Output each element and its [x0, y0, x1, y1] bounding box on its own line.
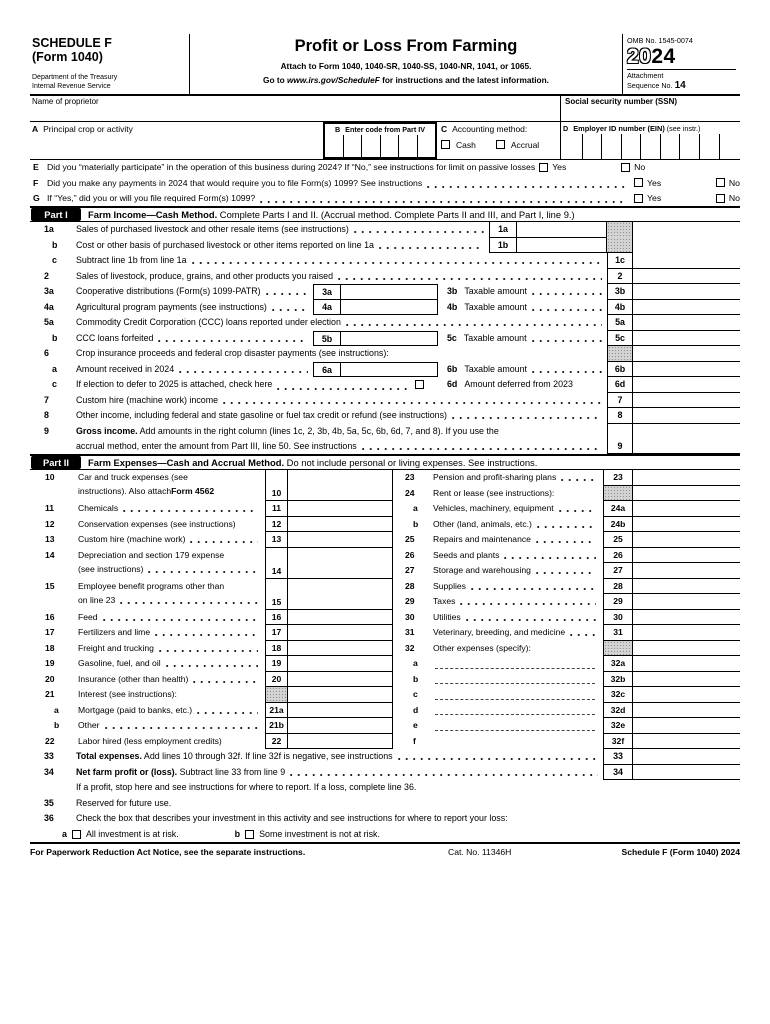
amount-21b[interactable]: [288, 718, 393, 734]
amount-6-area: [633, 346, 740, 362]
line-6: 6 Crop insurance proceeds and federal crop disaster payments (see instructions):: [30, 346, 740, 362]
proprietor-name-field[interactable]: Name of proprietor: [32, 96, 99, 106]
some-investment-not-at-risk-checkbox[interactable]: [245, 830, 254, 839]
dot-leader: [193, 680, 258, 684]
form-number: (Form 1040): [32, 50, 103, 65]
amount-16[interactable]: [288, 610, 393, 626]
schedule-name: SCHEDULE F: [32, 36, 112, 50]
attach-instruction: Attach to Form 1040, 1040-SR, 1040-SS, 1040-NR, 1041, or 1065.: [280, 61, 532, 71]
amount-27[interactable]: [633, 563, 740, 579]
amount-7[interactable]: [633, 393, 740, 409]
line-19: 19 Gasoline, fuel, and oil 19: [30, 656, 393, 672]
line-28: 28 Supplies 28: [393, 579, 740, 595]
other-expense-writein-d[interactable]: [435, 714, 595, 715]
dot-leader: [346, 323, 602, 327]
question-e-no-checkbox[interactable]: [621, 163, 630, 172]
dot-leader: [158, 339, 308, 343]
dot-leader: [223, 401, 602, 405]
dot-leader: [354, 230, 484, 234]
paperwork-notice: For Paperwork Reduction Act Notice, see the separate instructions.: [30, 847, 306, 858]
line-21a: a Mortgage (paid to banks, etc.) 21a: [30, 703, 393, 719]
amount-15[interactable]: [288, 579, 393, 610]
entry-4a[interactable]: [341, 300, 438, 315]
dot-leader: [192, 261, 602, 265]
dot-leader: [559, 509, 596, 513]
question-f-yes-checkbox[interactable]: [634, 178, 643, 187]
amount-29[interactable]: [633, 594, 740, 610]
line-22: 22 Labor hired (less employment credits) 22: [30, 734, 393, 750]
code-cells: [325, 135, 435, 157]
line-26: 26 Seeds and plants 26: [393, 548, 740, 564]
amount-34[interactable]: [633, 765, 740, 781]
code-cell[interactable]: [380, 135, 399, 157]
dot-leader: [561, 478, 596, 482]
form-header-left: [30, 34, 190, 94]
line-32a: a 32a: [393, 656, 740, 672]
amount-32e[interactable]: [633, 718, 740, 734]
ein-cell[interactable]: [679, 134, 699, 159]
line-32: 32 Other expenses (specify):: [393, 641, 740, 657]
ein-cell[interactable]: [660, 134, 680, 159]
dot-leader: [272, 308, 308, 312]
dot-leader: [504, 556, 596, 560]
omb-number: OMB No. 1545-0074: [627, 36, 693, 45]
dot-leader: [532, 292, 602, 296]
line-35: 35 Reserved for future use.: [44, 797, 172, 808]
form-footer: [30, 844, 740, 858]
dot-leader: [532, 308, 602, 312]
code-cell[interactable]: [361, 135, 380, 157]
header-fields-row: [30, 122, 740, 160]
line-1a: 1a Sales of purchased livestock and other resale items (see instructions) 1a: [30, 222, 740, 238]
amount-8[interactable]: [633, 408, 740, 424]
line-9-text: 9 Gross income. Add amounts in the right column (lines 1c, 2, 3b, 4b, 5a, 5c, 6b, 6d, 7, and 8). If you use the: [30, 424, 740, 440]
amount-17[interactable]: [288, 625, 393, 641]
entry-1b[interactable]: [517, 238, 607, 253]
entry-1a[interactable]: [517, 222, 607, 237]
line-3a: 3a Cooperative distributions (Form(s) 1099-PATR) 3a 3b Taxable amount 3b: [30, 284, 740, 300]
amount-31[interactable]: [633, 625, 740, 641]
form-header: [30, 34, 740, 96]
accrual-label: Accrual: [510, 139, 540, 150]
dot-leader: [123, 509, 258, 513]
line-6a: a Amount received in 2024 6a 6b Taxable amount 6b: [30, 362, 740, 378]
ein-cells: [563, 134, 738, 159]
amount-21a[interactable]: [288, 703, 393, 719]
amount-32c[interactable]: [633, 687, 740, 703]
amount-9[interactable]: [633, 439, 740, 454]
line-32f: f 32f: [393, 734, 740, 750]
dot-leader: [105, 726, 259, 730]
line-21: 21 Interest (see instructions):: [30, 687, 393, 703]
dot-leader: [190, 540, 258, 544]
tax-year: 2024: [627, 45, 676, 68]
shaded-cell: [265, 687, 288, 703]
amount-9-upper: [633, 424, 740, 440]
part2-right-column: [393, 470, 740, 749]
code-9-upper: [607, 424, 633, 440]
totals-section: [30, 749, 740, 844]
other-expense-writein-e[interactable]: [435, 730, 595, 731]
amount-1c[interactable]: [633, 253, 740, 269]
line-15: 15 Employee benefit programs other than on line 23 15: [30, 579, 393, 610]
ein-cell[interactable]: [601, 134, 621, 159]
question-e: E Did you “materially participate” in the operation of this business during 2024? If “No,” see instructions for limit on passive losses Yes No: [33, 162, 646, 173]
line-24: 24 Rent or lease (see instructions):: [393, 486, 740, 502]
line-21b: b Other 21b: [30, 718, 393, 734]
line-14: 14 Depreciation and section 179 expense (see instructions) 14: [30, 548, 393, 579]
dot-leader: [103, 618, 258, 622]
amount-2[interactable]: [633, 269, 740, 285]
line-2: 2 Sales of livestock, produce, grains, and other products you raised 2: [30, 269, 740, 285]
dot-leader: [427, 185, 625, 189]
dot-leader: [537, 525, 596, 529]
line-34: 34 Net farm profit or (loss). Subtract line 33 from line 9 34: [30, 765, 740, 781]
line-27: 27 Storage and warehousing 27: [393, 563, 740, 579]
entry-6a[interactable]: [341, 363, 438, 377]
dot-leader: [536, 540, 596, 544]
code-cell[interactable]: [343, 135, 362, 157]
dot-leader: [362, 447, 602, 451]
amount-28[interactable]: [633, 579, 740, 595]
line-36-checkboxes: a All investment is at risk. b Some investment is not at risk.: [62, 829, 380, 840]
dot-leader: [159, 649, 258, 653]
dot-leader: [471, 587, 596, 591]
dot-leader: [570, 633, 596, 637]
amount-24-area: [633, 486, 740, 502]
amount-33[interactable]: [633, 749, 740, 765]
amount-32d[interactable]: [633, 703, 740, 719]
dot-leader: [338, 277, 602, 281]
shaded-cell: [607, 238, 633, 254]
line-1b: b Cost or other basis of purchased livestock or other items reported on line 1a 1b: [30, 238, 740, 254]
line-32d: d 32d: [393, 703, 740, 719]
code-cell[interactable]: [398, 135, 417, 157]
amount-24a[interactable]: [633, 501, 740, 517]
amount-14[interactable]: [288, 548, 393, 579]
code-cell[interactable]: [417, 135, 436, 157]
ein-cell[interactable]: [699, 134, 719, 159]
ssn-field[interactable]: Social security number (SSN): [560, 96, 740, 121]
dot-leader: [532, 370, 602, 374]
part1-header: Part I Farm Income—Cash Method. Complete Parts I and II. (Accrual method. Complete Parts II and III, and Part I, line 9.): [30, 206, 740, 222]
line-12: 12 Conservation expenses (see instructions) 12: [30, 517, 393, 533]
line-23: 23 Pension and profit-sharing plans 23: [393, 470, 740, 486]
question-e-yes-checkbox[interactable]: [539, 163, 548, 172]
line-7: 7 Custom hire (machine work) income 7: [30, 393, 740, 409]
dot-leader: [466, 618, 596, 622]
line-1c: c Subtract line 1b from line 1a 1c: [30, 253, 740, 269]
amount-32b[interactable]: [633, 672, 740, 688]
amount-5a[interactable]: [633, 315, 740, 331]
question-f: F Did you make any payments in 2024 that would require you to file Form(s) 1099? See instructions Yes No: [33, 177, 740, 188]
part1-body: [30, 222, 740, 454]
shaded-cell: [607, 222, 633, 238]
line-17: 17 Fertilizers and lime 17: [30, 625, 393, 641]
dot-leader: [460, 602, 596, 606]
ein-cell[interactable]: [640, 134, 660, 159]
amount-20[interactable]: [288, 672, 393, 688]
line-36: 36 Check the box that describes your investment in this activity and see instructions for where to report your loss:: [44, 813, 508, 824]
attachment-sequence: Attachment Sequence No. 14: [627, 69, 736, 93]
line-16: 16 Feed 16: [30, 610, 393, 626]
dot-leader: [290, 773, 598, 777]
defer-election-checkbox[interactable]: [415, 380, 424, 389]
part-iv-code-box: B Enter code from Part IV: [323, 122, 437, 159]
ein-cell[interactable]: [719, 134, 739, 159]
entry-3a[interactable]: [341, 285, 438, 299]
entry-5b[interactable]: [341, 332, 438, 346]
part2-label: Part II: [31, 456, 81, 469]
shaded-cell: [603, 486, 633, 502]
amount-23[interactable]: [633, 470, 740, 486]
amount-32-area: [633, 641, 740, 657]
shaded-cell: [607, 346, 633, 362]
line-18: 18 Freight and trucking 18: [30, 641, 393, 657]
dot-leader: [379, 246, 484, 250]
proprietor-row: [30, 96, 740, 122]
principal-crop-field[interactable]: A Principal crop or activity: [32, 123, 133, 134]
amount-12[interactable]: [288, 517, 393, 533]
sequence-number: 14: [674, 80, 686, 92]
code-cell[interactable]: [325, 135, 343, 157]
accounting-method-field: C Accounting method: Cash Accrual: [441, 123, 540, 150]
amount-24b[interactable]: [633, 517, 740, 533]
part2-header: Part II Farm Expenses—Cash and Accrual Method. Do not include personal or living expenses. See instructions.: [30, 454, 740, 470]
dot-leader: [398, 757, 598, 761]
shaded-cell: [603, 641, 633, 657]
goto-instruction: Go to www.irs.gov/ScheduleF for instructions and the latest information.: [263, 75, 549, 85]
dot-leader: [179, 370, 308, 374]
part2-left-column: [30, 470, 393, 749]
line-8: 8 Other income, including federal and state gasoline or fuel tax credit or refund (see instructions) 8: [30, 408, 740, 424]
dot-leader: [166, 664, 258, 668]
amount-22[interactable]: [288, 734, 393, 750]
question-g: G If “Yes,” did you or will you file required Form(s) 1099? Yes No: [33, 193, 740, 204]
dot-leader: [155, 633, 258, 637]
line-24a: a Vehicles, machinery, equipment 24a: [393, 501, 740, 517]
line-11: 11 Chemicals 11: [30, 501, 393, 517]
line-32c: c 32c: [393, 687, 740, 703]
dot-leader: [266, 292, 308, 296]
dot-leader: [452, 416, 602, 420]
all-investment-at-risk-checkbox[interactable]: [72, 830, 81, 839]
part1-label: Part I: [31, 208, 81, 221]
amount-13[interactable]: [288, 532, 393, 548]
dot-leader: [120, 601, 258, 605]
dot-leader: [148, 570, 258, 574]
amount-6d[interactable]: [633, 377, 740, 393]
amount-10[interactable]: [288, 470, 393, 501]
other-expense-writein-a[interactable]: [435, 668, 595, 669]
amount-3b[interactable]: [633, 284, 740, 300]
line-10: 10 Car and truck expenses (see instructions). Also attach Form 4562 10: [30, 470, 393, 501]
amount-25[interactable]: [633, 532, 740, 548]
line-20: 20 Insurance (other than health) 20: [30, 672, 393, 688]
amount-18[interactable]: [288, 641, 393, 657]
other-expense-writein-c[interactable]: [435, 699, 595, 700]
ein-cell[interactable]: [582, 134, 602, 159]
other-expense-writein-b[interactable]: [435, 683, 595, 684]
cash-label: Cash: [456, 139, 476, 150]
dot-leader: [536, 571, 596, 575]
amount-5c[interactable]: [633, 331, 740, 347]
amount-26[interactable]: [633, 548, 740, 564]
catalog-number: Cat. No. 11346H: [448, 847, 512, 858]
amount-19[interactable]: [288, 656, 393, 672]
line-32b: b 32b: [393, 672, 740, 688]
line-13: 13 Custom hire (machine work) 13: [30, 532, 393, 548]
line-4a: 4a Agricultural program payments (see instructions) 4a 4b Taxable amount 4b: [30, 300, 740, 316]
dot-leader: [197, 711, 258, 715]
form-header-center: [190, 34, 622, 94]
accrual-checkbox[interactable]: [496, 140, 505, 149]
line-34-note: If a profit, stop here and see instructions for where to report. If a loss, complete line 36.: [76, 782, 417, 793]
amount-4b[interactable]: [633, 300, 740, 316]
amount-32f[interactable]: [633, 734, 740, 750]
amount-21-area: [288, 687, 393, 703]
line-24b: b Other (land, animals, etc.) 24b: [393, 517, 740, 533]
form-header-right: [622, 34, 740, 94]
form-id-footer: Schedule F (Form 1040) 2024: [621, 847, 740, 858]
amount-1a-area: [633, 222, 740, 238]
question-g-yes-checkbox[interactable]: [634, 194, 643, 203]
amount-11[interactable]: [288, 501, 393, 517]
amount-32a[interactable]: [633, 656, 740, 672]
line-31: 31 Veterinary, breeding, and medicine 31: [393, 625, 740, 641]
line-30: 30 Utilities 30: [393, 610, 740, 626]
line-5a: 5a Commodity Credit Corporation (CCC) loans reported under election 5a: [30, 315, 740, 331]
agency-name: Department of the Treasury Internal Revenue Service: [32, 73, 118, 90]
line-29: 29 Taxes 29: [393, 594, 740, 610]
line-9: accrual method, enter the amount from Part III, line 50. See instructions 9: [30, 439, 740, 454]
line-5b: b CCC loans forfeited 5b 5c Taxable amount 5c: [30, 331, 740, 347]
ein-cell[interactable]: [621, 134, 641, 159]
question-f-no-checkbox[interactable]: [716, 178, 725, 187]
ein-cell[interactable]: [563, 134, 582, 159]
ein-field: D Employer ID number (EIN) (see instr.): [560, 122, 740, 159]
form-title: Profit or Loss From Farming: [294, 37, 518, 55]
line-32e: e 32e: [393, 718, 740, 734]
dot-leader: [532, 339, 602, 343]
cash-checkbox[interactable]: [441, 140, 450, 149]
part2-body: [30, 470, 740, 749]
irs-url: www.irs.gov/ScheduleF: [286, 75, 380, 85]
amount-6b[interactable]: [633, 362, 740, 378]
dot-leader: [260, 200, 625, 204]
amount-1b-area: [633, 238, 740, 254]
question-g-no-checkbox[interactable]: [716, 194, 725, 203]
line-33: 33 Total expenses. Add lines 10 through 32f. If line 32f is negative, see instructions 33: [30, 749, 740, 765]
line-6c: c If election to defer to 2025 is attached, check here 6d Amount deferred from 2023 6d: [30, 377, 740, 393]
amount-30[interactable]: [633, 610, 740, 626]
dot-leader: [277, 387, 410, 391]
line-25: 25 Repairs and maintenance 25: [393, 532, 740, 548]
